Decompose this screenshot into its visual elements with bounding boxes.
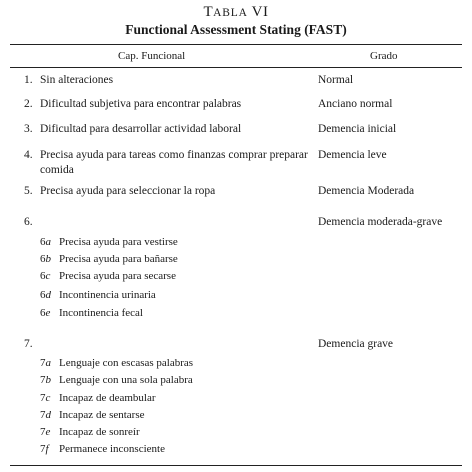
row-text: Precisa ayuda para tareas como finanzas comprar preparar comida (40, 149, 308, 176)
sub-item-code: 7c (40, 392, 51, 404)
sub-item-text: Incapaz de deambular (59, 392, 156, 404)
sub-item-text: Incapaz de sonreír (59, 426, 140, 438)
row-grado: Normal (318, 74, 354, 86)
sub-item-text: Precisa ayuda para secarse (59, 270, 176, 282)
header-rule (10, 67, 462, 68)
row-number: 3. (24, 123, 33, 135)
column-header-grado: Grado (370, 50, 398, 62)
sub-item-text: Lenguaje con una sola palabra (59, 374, 193, 386)
column-header-cap-funcional: Cap. Funcional (118, 50, 186, 62)
row-text: Dificultad para desarrollar actividad laboral (40, 123, 242, 135)
row-number: 5. (24, 185, 33, 197)
row-text: Precisa ayuda para seleccionar la ropa (40, 185, 216, 197)
row-number: 4. (24, 149, 33, 161)
sub-item-text: Precisa ayuda para bañarse (59, 253, 178, 265)
table-title-smallcaps: ABLA (213, 7, 248, 19)
table-title (0, 4, 472, 21)
row-grado: Demencia inicial (318, 123, 397, 135)
sub-item-text: Lenguaje con escasas palabras (59, 357, 194, 369)
row-text: Sin alteraciones (40, 74, 114, 86)
row-grado: Demencia grave (318, 338, 394, 350)
row-grado: Demencia leve (318, 149, 387, 161)
table-subtitle: Functional Assessment Stating (FAST) (125, 22, 347, 37)
sub-item-code: 7a (40, 357, 51, 369)
sub-item-code: 6c (40, 270, 51, 282)
row-text: Dificultad subjetiva para encontrar palabras (40, 98, 242, 110)
row-grado: Demencia Moderada (318, 185, 415, 197)
sub-item-code: 6a (40, 236, 51, 248)
row-number: 1. (24, 74, 33, 86)
sub-item-text: Incapaz de sentarse (59, 409, 145, 421)
row-grado: Anciano normal (318, 98, 393, 110)
bottom-rule (10, 465, 462, 466)
table-title-number: VI (247, 4, 269, 20)
table-title-prefix: T (203, 4, 214, 20)
sub-item-text: Incontinencia fecal (59, 307, 143, 319)
sub-item-code: 6b (40, 253, 51, 265)
row-grado: Demencia moderada-grave (318, 216, 443, 228)
row-number: 7. (24, 338, 33, 350)
sub-item-code: 7f (40, 443, 49, 455)
row-number: 2. (24, 98, 33, 110)
sub-item-code: 7d (40, 409, 51, 421)
sub-item-text: Permanece inconsciente (59, 443, 165, 455)
sub-item-code: 6e (40, 307, 51, 319)
sub-item-text: Incontinencia urinaria (59, 289, 156, 301)
top-rule (10, 44, 462, 45)
row-number: 6. (24, 216, 33, 228)
sub-item-text: Precisa ayuda para vestirse (59, 236, 178, 248)
sub-item-code: 6d (40, 289, 51, 301)
sub-item-code: 7b (40, 374, 51, 386)
sub-item-code: 7e (40, 426, 51, 438)
